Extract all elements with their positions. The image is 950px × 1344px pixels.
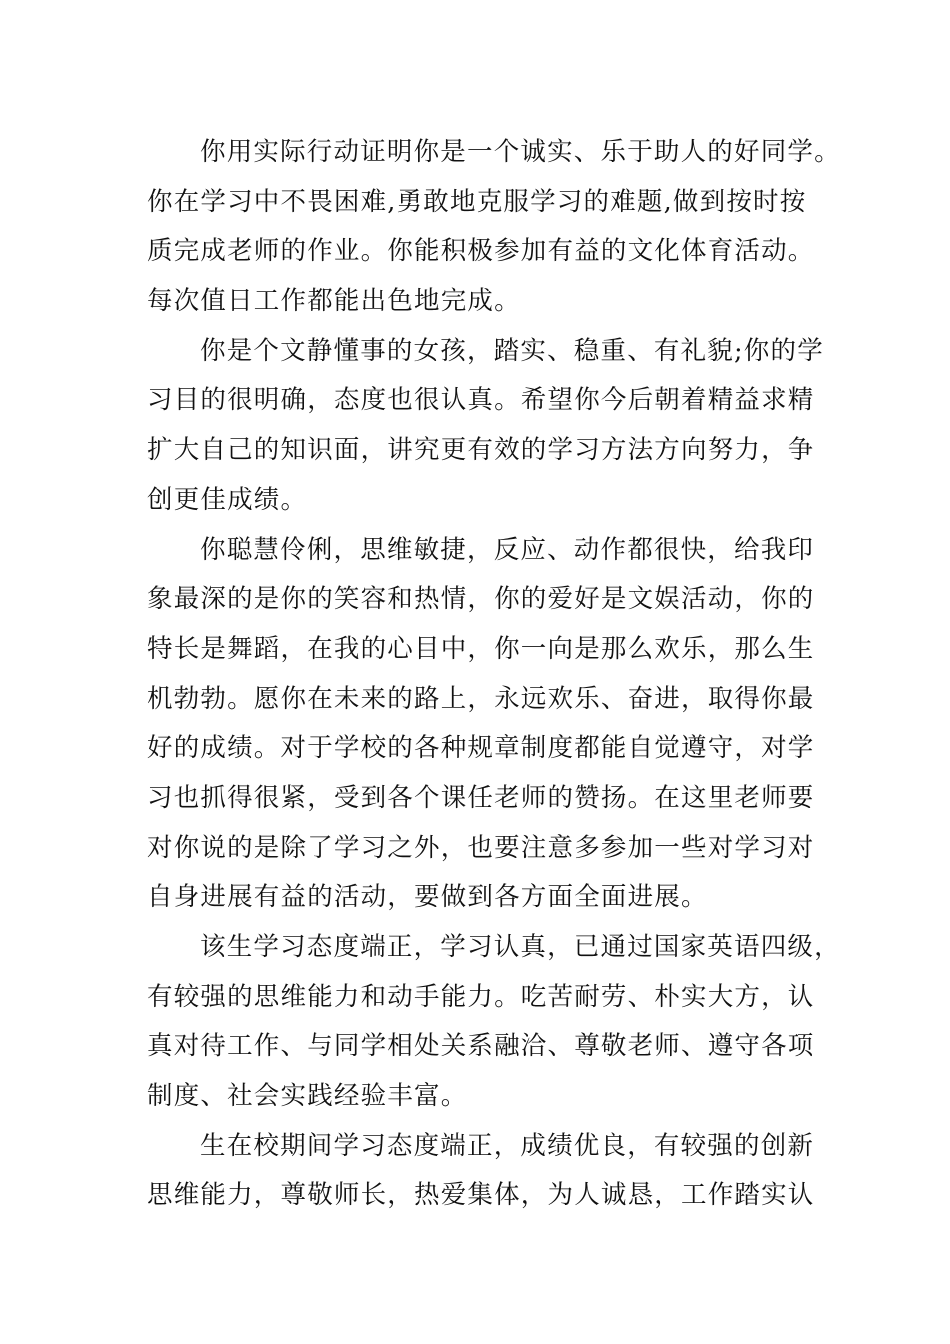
- paragraph-line: 自身进展有益的活动，要做到各方面全面进展。: [147, 882, 708, 913]
- paragraph-line: 机勃勃。愿你在未来的路上，永远欢乐、奋进，取得你最: [147, 683, 815, 714]
- paragraph-line: 该生学习态度端正，学习认真，已通过国家英语四级，: [200, 932, 841, 962]
- paragraph-2: [147, 327, 837, 526]
- paragraph-line: 你是个文静懂事的女孩，踏实、稳重、有礼貌;你的学: [200, 335, 824, 366]
- paragraph-line: 每次值日工作都能出色地完成。: [147, 286, 521, 317]
- paragraph-line: 创更佳成绩。: [147, 484, 308, 515]
- paragraph-line: 习目的很明确，态度也很认真。希望你今后朝着精益求精: [147, 385, 815, 416]
- paragraph-line: 扩大自己的知识面，讲究更有效的学习方法方向努力，争: [147, 435, 815, 466]
- paragraph-line: 特长是舞蹈，在我的心目中，你一向是那么欢乐，那么生: [147, 633, 815, 664]
- paragraph-1: [147, 128, 841, 327]
- paragraph-3: [147, 526, 837, 924]
- paragraph-line: 生在校期间学习态度端正，成绩优良，有较强的创新: [200, 1130, 815, 1161]
- paragraph-line: 思维能力，尊敬师长，热爱集体，为人诚恳，工作踏实认: [147, 1180, 815, 1211]
- document-body: [147, 128, 841, 1221]
- paragraph-line: 象最深的是你的笑容和热情，你的爱好是文娱活动，你的: [147, 584, 815, 615]
- paragraph-line: 有较强的思维能力和动手能力。吃苦耐劳、朴实大方，认: [147, 981, 815, 1012]
- paragraph-line: 质完成老师的作业。你能积极参加有益的文化体育活动。: [147, 236, 815, 267]
- paragraph-line: 你聪慧伶俐，思维敏捷，反应、动作都很快，给我印: [200, 534, 815, 565]
- paragraph-line: 习也抓得很紧，受到各个课任老师的赞扬。在这里老师要: [147, 782, 815, 813]
- paragraph-line: 你用实际行动证明你是一个诚实、乐于助人的好同学。: [200, 137, 841, 167]
- paragraph-4: [147, 923, 841, 1122]
- paragraph-5: [147, 1122, 837, 1221]
- paragraph-line: 对你说的是除了学习之外，也要注意多参加一些对学习对: [147, 832, 815, 863]
- paragraph-line: 你在学习中不畏困难,勇敢地克服学习的难题,做到按时按: [147, 186, 807, 217]
- paragraph-line: 制度、社会实践经验丰富。: [147, 1081, 468, 1112]
- paragraph-line: 真对待工作、与同学相处关系融洽、尊敬老师、遵守各项: [147, 1031, 815, 1062]
- paragraph-line: 好的成绩。对于学校的各种规章制度都能自觉遵守，对学: [147, 733, 815, 764]
